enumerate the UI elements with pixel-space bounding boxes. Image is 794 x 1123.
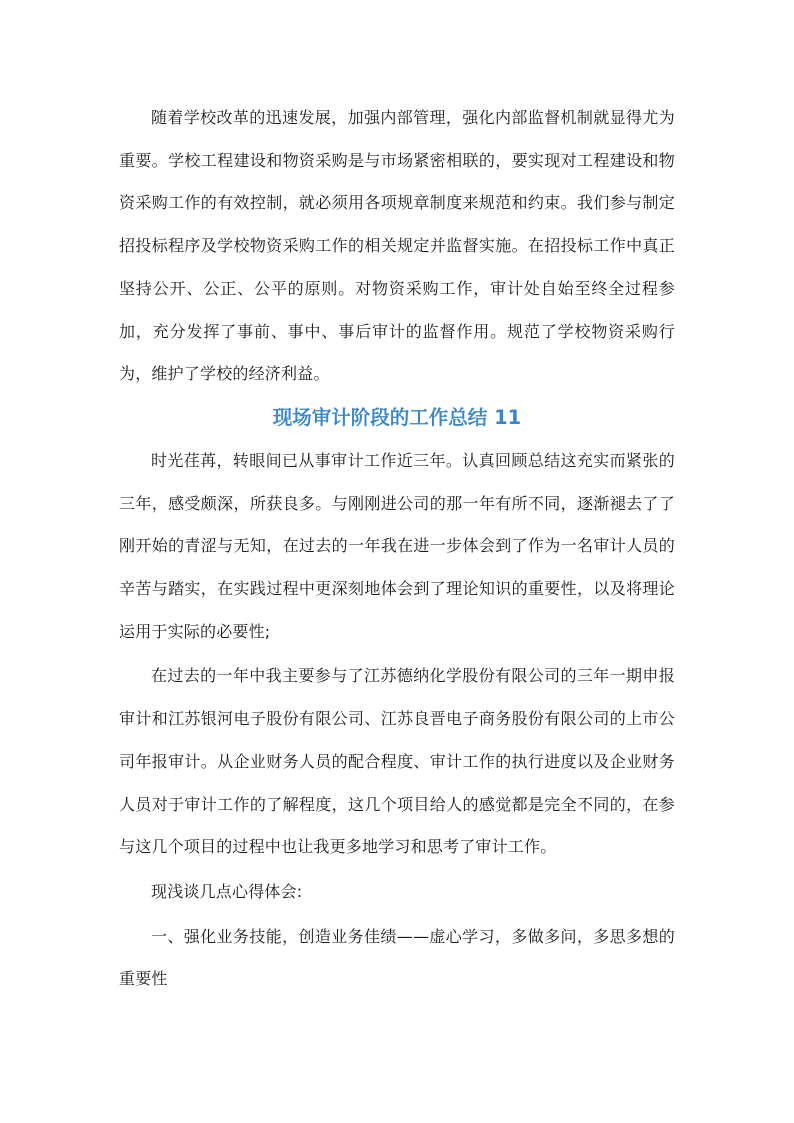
paragraph-projects: 在过去的一年中我主要参与了江苏德纳化学股份有限公司的三年一期申报审计和江苏银河电子股份有限公司、江苏良晋电子商务股份有限公司的上市公司年报审计。从企业财务人员的配合程度、审计工作的执行进度以及企业财务人员对于审计工作的了解程度，这几个项目给人的感觉都是完全不同的，在参与这几个项目的过程中也让我更多地学习和思考了审计工作。 — [119, 666, 675, 857]
paragraph-insight-one: 一、强化业务技能，创造业务佳绩——虚心学习，多做多问，多思多想的重要性 — [119, 926, 675, 989]
document-body — [119, 97, 675, 1001]
paragraph-three-years-review: 时光荏苒，转眼间已从事审计工作近三年。认真回顾总结这充实而紧张的三年，感受颇深，所获良多。与刚刚进公司的那一年有所不同，逐渐褪去了了刚开始的青涩与无知，在过去的一年我在进一步体会到了作为一名审计人员的辛苦与踏实，在实践过程中更深刻地体会到了理论知识的重要性，以及将理论运用于实际的必要性; — [119, 450, 675, 641]
paragraph-school-procurement: 随着学校改革的迅速发展，加强内部管理，强化内部监督机制就显得尤为重要。学校工程建设和物资采购是与市场紧密相联的，要实现对工程建设和物资采购工作的有效控制，就必须用各项规章制度来规范和约束。我们参与制定招投标程序及学校物资采购工作的相关规定并监督实施。在招投标工作中真正坚持公开、公正、公平的原则。对物资采购工作，审计处自始至终全过程参加，充分发挥了事前、事中、事后审计的监督作用。规范了学校物资采购行为，维护了学校的经济利益。 — [119, 108, 675, 384]
section-heading: 现场审计阶段的工作总结 11 — [272, 405, 522, 429]
paragraph-intro-insights: 现浅谈几点心得体会: — [151, 881, 303, 901]
